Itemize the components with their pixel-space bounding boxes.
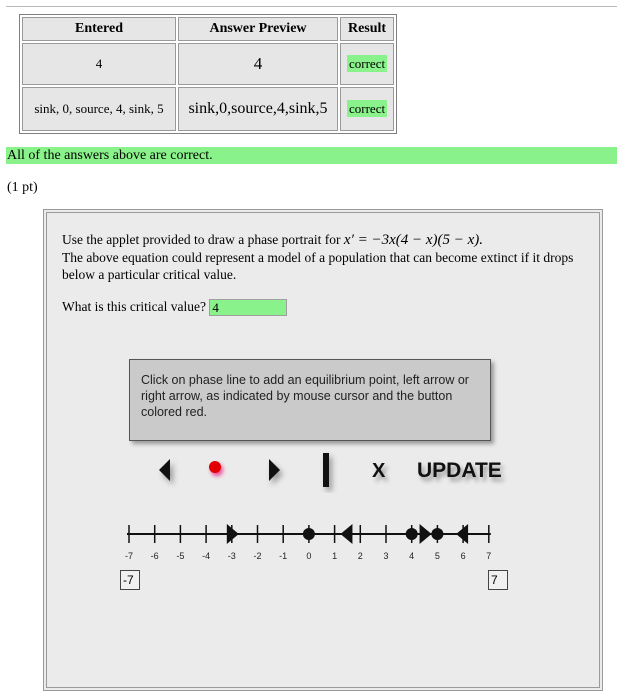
clear-x-button[interactable]: X — [372, 460, 386, 482]
phase-line-tick-label: 7 — [486, 551, 492, 561]
phase-line-tick-label: -7 — [124, 551, 133, 561]
phase-line-tick-label: -6 — [150, 551, 159, 561]
max-range-field[interactable]: 7 — [488, 570, 508, 590]
phase-line-tick-label: 0 — [306, 551, 312, 561]
equilibrium-point-marker[interactable] — [431, 528, 443, 540]
left-arrow-marker[interactable] — [340, 524, 352, 544]
phase-line-tick-label: 5 — [434, 551, 440, 561]
problem-context: The above equation could represent a model of a population that can become extinct if it drops below a particular critical value. — [62, 250, 574, 282]
critical-value-question — [62, 299, 287, 316]
right-arrow-marker[interactable] — [420, 524, 432, 544]
left-arrow-marker[interactable] — [456, 524, 468, 544]
table-header-row — [22, 17, 394, 41]
top-divider — [6, 6, 617, 7]
min-range-field[interactable]: -7 — [120, 570, 140, 590]
update-button[interactable]: UPDATE — [417, 459, 502, 482]
problem-statement — [62, 231, 582, 283]
equilibrium-point-marker[interactable] — [406, 528, 418, 540]
correct-badge: correct — [349, 56, 386, 71]
entered-cell: sink, 0, source, 4, sink, 5 — [22, 87, 176, 131]
phase-line-tick-label: 3 — [383, 551, 389, 561]
phase-line-tick-label: -2 — [253, 551, 262, 561]
table-row — [22, 87, 394, 131]
right-arrow-tool-icon[interactable] — [257, 451, 297, 491]
entered-cell: 4 — [22, 43, 176, 85]
equilibrium-point-marker[interactable] — [303, 528, 315, 540]
result-cell — [340, 87, 394, 131]
applet-instructions: Click on phase line to add an equilibrium point, left arrow or right arrow, as indicated by mouse cursor and the button colored red. — [129, 359, 491, 441]
question-label: What is this critical value? — [62, 299, 206, 314]
phase-line-tick-label: 2 — [357, 551, 363, 561]
table-row — [22, 43, 394, 85]
problem-intro: Use the applet provided to draw a phase portrait for — [62, 232, 344, 247]
phase-line-tick-label: -4 — [202, 551, 211, 561]
problem-panel — [43, 209, 603, 691]
left-arrow-tool-icon[interactable] — [147, 451, 187, 491]
points-label: (1 pt) — [7, 180, 38, 195]
right-arrow-marker[interactable] — [227, 524, 239, 544]
phase-line-tick-label: -3 — [227, 551, 236, 561]
answers-table — [19, 14, 397, 134]
phase-line-bar-tool-icon[interactable] — [315, 449, 345, 493]
preview-cell: sink,0,source,4,sink,5 — [178, 87, 338, 131]
column-header-result: Result — [340, 17, 394, 41]
preview-cell: 4 — [178, 43, 338, 85]
phase-line-tick-label: 4 — [409, 551, 415, 561]
column-header-entered: Entered — [22, 17, 176, 41]
differential-equation: x′ = −3x(4 − x)(5 − x). — [343, 232, 484, 248]
correct-badge: correct — [349, 101, 386, 116]
phase-line-tick-label: -5 — [176, 551, 185, 561]
result-cell — [340, 43, 394, 85]
equilibrium-point-tool-icon[interactable] — [203, 453, 233, 483]
problem-inner-frame — [46, 212, 600, 688]
correct-summary-banner: All of the answers above are correct. — [6, 147, 617, 164]
column-header-preview: Answer Preview — [178, 17, 338, 41]
phase-line-tick-label: 1 — [332, 551, 338, 561]
phase-line-tick-label: -1 — [279, 551, 288, 561]
phase-line-tick-label: 6 — [460, 551, 466, 561]
critical-value-input[interactable]: 4 — [209, 299, 287, 316]
